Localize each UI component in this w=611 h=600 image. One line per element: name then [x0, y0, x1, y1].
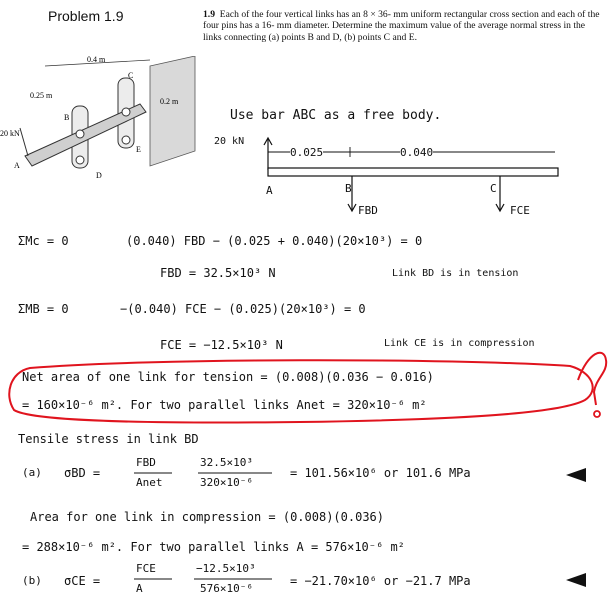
part-a-denominator-value: 320×10⁻⁶: [200, 476, 253, 489]
part-b-denominator: A: [136, 582, 143, 595]
problem-number: 1.9: [203, 9, 215, 20]
fbd-dim1-label: 0.025: [290, 146, 324, 159]
note-ce-compression: Link CE is in compression: [384, 338, 535, 349]
red-highlight-ellipse: [9, 360, 592, 422]
result-fbd: FBD = 32.5×10³ N: [160, 266, 276, 280]
part-b-numerator-value: −12.5×10³: [196, 562, 256, 575]
label-d: D: [96, 171, 102, 180]
part-a-label: (a): [22, 466, 42, 479]
dim-top-label: 0.4 m: [87, 56, 106, 64]
fbd-force-ce: FCE: [510, 204, 530, 217]
net-area-line-2: = 160×10⁻⁶ m². For two parallel links Anet = 320×10⁻⁶ m²: [22, 398, 427, 412]
fbd-force-bd: FBD: [358, 204, 378, 217]
net-area-line-1: Net area of one link for tension = (0.008)(0.036 − 0.016): [22, 370, 434, 384]
part-b-result: = −21.70×10⁶ or −21.7 MPa: [290, 574, 471, 588]
comp-area-line-1: Area for one link in compression = (0.008)(0.036): [30, 510, 385, 524]
tensile-heading: Tensile stress in link BD: [18, 432, 199, 446]
dim-right-label: 0.2 m: [160, 97, 179, 106]
part-a-numerator-value: 32.5×10³: [200, 456, 253, 469]
red-question-mark: [578, 353, 606, 405]
label-b: B: [64, 113, 70, 122]
answer-a-arrow: [566, 468, 586, 482]
answer-b-arrow: [566, 573, 586, 587]
problem-text: Each of the four vertical links has an 8 × 36- mm uniform rectangular cross section and each of the four pins has a 16- mm diameter. Determine the maximum value of the average normal stress in the links connecting (a) points B and D, (b) points C and E.: [203, 9, 600, 43]
part-b-label: (b): [22, 574, 42, 587]
dim-left-label: 0.25 m: [30, 91, 53, 100]
fbd-point-a: A: [266, 184, 273, 197]
equation-c: (0.040) FBD − (0.025 + 0.040)(20×10³) = 0: [126, 234, 423, 248]
sum-moments-b: ΣMB = 0: [18, 302, 69, 316]
part-a-symbol: σBD =: [64, 466, 101, 480]
note-bd-tension: Link BD is in tension: [392, 268, 519, 279]
load-label: 20 kN: [0, 129, 20, 138]
sum-moments-c: ΣMc = 0: [18, 234, 69, 248]
fbd-dim2-label: 0.040: [400, 146, 434, 159]
label-a: A: [14, 161, 20, 170]
fbd-point-c: C: [490, 182, 497, 195]
part-a-numerator: FBD: [136, 456, 156, 469]
result-fce: FCE = −12.5×10³ N: [160, 338, 283, 352]
fbd-heading: Use bar ABC as a free body.: [230, 108, 442, 123]
part-b-denominator-value: 576×10⁻⁶: [200, 582, 253, 595]
fbd-point-b: B: [345, 182, 352, 195]
page-title: Problem 1.9: [48, 8, 124, 24]
part-b-numerator: FCE: [136, 562, 156, 575]
fbd-load-label: 20 kN: [214, 136, 245, 147]
part-a-result: = 101.56×10⁶ or 101.6 MPa: [290, 466, 471, 480]
red-question-dot: [594, 411, 600, 417]
equation-b: −(0.040) FCE − (0.025)(20×10³) = 0: [120, 302, 366, 316]
part-b-symbol: σCE =: [64, 574, 101, 588]
comp-area-line-2: = 288×10⁻⁶ m². For two parallel links A = 576×10⁻⁶ m²: [22, 540, 405, 554]
part-a-denominator: Anet: [136, 476, 163, 489]
label-c: C: [128, 71, 134, 80]
label-e: E: [136, 145, 141, 154]
